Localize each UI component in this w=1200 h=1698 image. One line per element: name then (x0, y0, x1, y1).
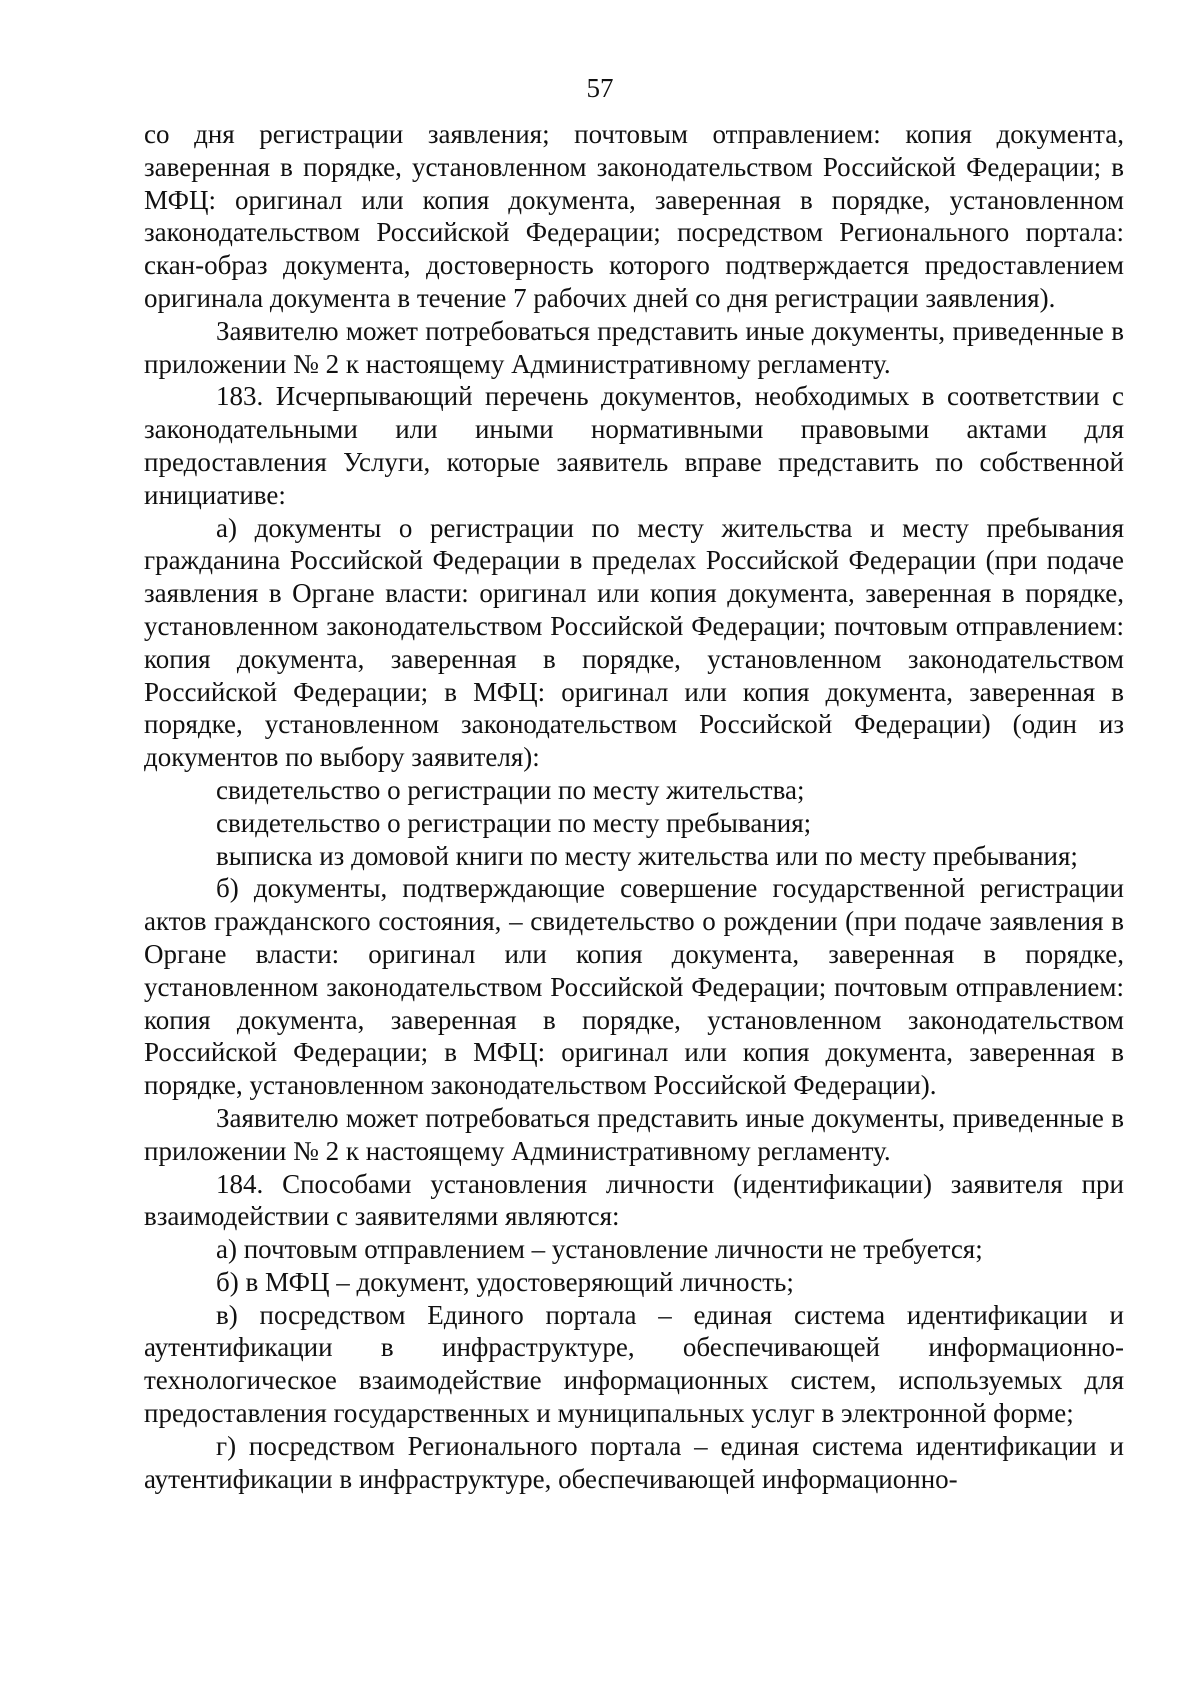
paragraph-item-g: г) посредством Регионального портала – единая система идентификации и аутентификации в инфраструктуре, обеспечивающей информационно- (144, 1430, 1124, 1494)
list-item: свидетельство о регистрации по месту жительства; (216, 774, 805, 805)
paragraph-section-184: 184. Способами установления личности (идентификации) заявителя при взаимодействии с заявителями являются: (144, 1168, 1124, 1232)
paragraph-item-a: а) документы о регистрации по месту жительства и месту пребывания гражданина Российской Федерации в пределах Российской Федерации (при подаче заявления в Органе власти: оригинал или копия документа, заверенная в порядке, установленном законодательством Российской Федерации; почтовым отправлением: копия документа, заверенная в порядке, установленном законодательством Российской Федерации; в МФЦ: оригинал или копия документа, заверенная в порядке, установленном законодательством Российской Федерации) (один из документов по выбору заявителя): (144, 512, 1124, 773)
paragraph: Заявителю может потребоваться представить иные документы, приведенные в приложении № 2 к настоящему Административному регламенту. (144, 1102, 1124, 1166)
list-item: свидетельство о регистрации по месту пребывания; (216, 807, 812, 838)
page-number: 57 (586, 73, 614, 103)
paragraph: со дня регистрации заявления; почтовым отправлением: копия документа, заверенная в порядке, установленном законодательством Российской Федерации; в МФЦ: оригинал или копия документа, заверенная в порядке, установленном законодательством Российской Федерации; посредством Регионального портала: скан-образ документа, достоверность которого подтверждается предоставлением оригинала документа в течение 7 рабочих дней со дня регистрации заявления). (144, 119, 1124, 313)
list-item: а) почтовым отправлением – установление личности не требуется; (216, 1234, 983, 1265)
document-body (144, 118, 1124, 1495)
paragraph: Заявителю может потребоваться представить иные документы, приведенные в приложении № 2 к настоящему Административному регламенту. (144, 315, 1124, 379)
paragraph-section-183: 183. Исчерпывающий перечень документов, необходимых в соответствии с законодательными или иными нормативными правовыми актами для предоставления Услуги, которые заявитель вправе представить по собственной инициативе: (144, 381, 1124, 510)
list-item: выписка из домовой книги по месту жительства или по месту пребывания; (216, 840, 1078, 871)
list-item: б) в МФЦ – документ, удостоверяющий личность; (216, 1266, 794, 1297)
paragraph-item-b: б) документы, подтверждающие совершение государственной регистрации актов гражданского состояния, – свидетельство о рождении (при подаче заявления в Органе власти: оригинал или копия документа, заверенная в порядке, установленном законодательством Российской Федерации; почтовым отправлением: копия документа, заверенная в порядке, установленном законодательством Российской Федерации; в МФЦ: оригинал или копия документа, заверенная в порядке, установленном законодательством Российской Федерации). (144, 873, 1124, 1101)
paragraph-item-v: в) посредством Единого портала – единая система идентификации и аутентификации в инфраструктуре, обеспечивающей информационно-технологическое взаимодействие информационных систем, используемых для предоставления государственных и муниципальных услуг в электронной форме; (144, 1299, 1124, 1429)
